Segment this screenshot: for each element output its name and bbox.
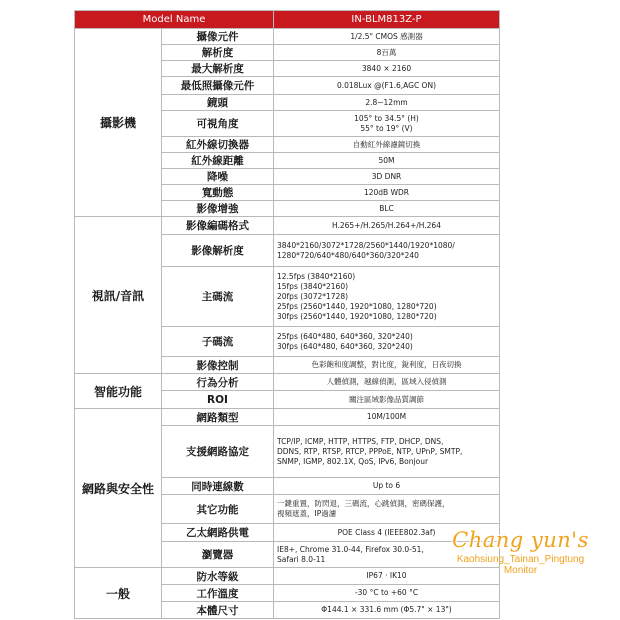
spec-item-label: 行為分析 [162,374,274,391]
spec-value-line: H.265+/H.265/H.264+/H.264 [332,220,441,230]
spec-value [274,169,500,185]
spec-item-label: ROI [162,391,274,409]
spec-item-label: 最大解析度 [162,61,274,77]
spec-item-label: 同時連線數 [162,478,274,495]
spec-value-line: Up to 6 [372,481,401,490]
spec-row [75,374,500,391]
spec-value-line: IE8+, Chrome 31.0-44, Firefox 30.0-51, [277,544,424,554]
spec-item-label: 支援網路協定 [162,426,274,478]
spec-item-label: 降噪 [162,169,274,185]
spec-value [274,568,500,585]
spec-item-label: 影像解析度 [162,235,274,267]
spec-value [274,357,500,374]
spec-value-line: SNMP, IGMP, 802.1X, QoS, IPv6, Bonjour [277,456,429,466]
spec-value-line: 色彩飽和度調整，對比度，銳利度，日夜切換 [311,360,462,369]
model-name-value: IN-BLM813Z-P [274,11,500,29]
spec-item-label: 本體尺寸 [162,602,274,619]
spec-value [274,409,500,426]
spec-item-label: 解析度 [162,45,274,61]
spec-value-line: -30 °C to +60 °C [354,588,419,597]
spec-value-line: 視頻遮蓋，IP過濾 [277,509,337,518]
spec-value-line: 自動紅外線濾鏡切換 [352,139,421,149]
spec-item-label: 影像控制 [162,357,274,374]
spec-body [75,29,500,619]
spec-value-line: Safari 8.0-11 [277,554,326,564]
spec-value-line: 8百萬 [376,47,397,57]
spec-item-label: 影像增強 [162,201,274,217]
spec-row [75,29,500,45]
spec-value [274,327,500,357]
watermark-subtitle-line2: Monitor [503,565,538,576]
spec-item-label: 紅外線距離 [162,153,274,169]
spec-value-line: 15fps (3840*2160) [277,281,349,291]
category-label: 一般 [75,568,162,619]
spec-value-line: 1280*720/640*480/640*360/320*240 [277,250,419,260]
spec-value-line: 50M [378,155,395,165]
spec-value [274,267,500,327]
spec-value-line: 25fps (2560*1440, 1920*1080, 1280*720) [277,301,437,311]
spec-value-line: Φ144.1 × 331.6 mm (Φ5.7" × 13") [321,605,452,614]
spec-row [75,217,500,235]
spec-value [274,391,500,409]
spec-item-label: 其它功能 [162,495,274,524]
spec-value-line: TCP/IP, ICMP, HTTP, HTTPS, FTP, DHCP, DNS, [277,436,444,446]
spec-table [74,10,500,619]
spec-item-label: 影像編碼格式 [162,217,274,235]
spec-value-line: 3840*2160/3072*1728/2560*1440/1920*1080/ [277,240,455,250]
spec-value-line: 55° to 19° (V) [360,123,413,133]
category-label: 攝影機 [75,29,162,217]
spec-value [274,185,500,201]
spec-row [75,568,500,585]
spec-value-line: 2.8~12mm [365,97,408,107]
spec-value [274,95,500,111]
spec-value [274,585,500,602]
spec-item-label: 寬動態 [162,185,274,201]
spec-item-label: 子碼流 [162,327,274,357]
spec-value-line: 10M/100M [366,412,407,421]
spec-value-line: POE Class 4 (IEEE802.3af) [337,527,436,537]
spec-value [274,61,500,77]
spec-value [274,137,500,153]
spec-value-line: 30fps (2560*1440, 1920*1080, 1280*720) [277,311,437,321]
spec-value [274,602,500,619]
spec-value [274,542,500,568]
spec-value [274,495,500,524]
spec-value [274,524,500,542]
spec-value [274,201,500,217]
spec-value-line: 12.5fps (3840*2160) [277,271,356,281]
spec-value-line: 關注區域影像品質調節 [349,394,424,404]
spec-value-line: 一鍵重置，防閃退，三碼流，心跳偵測，密碼保護， [277,499,450,508]
spec-item-label: 主碼流 [162,267,274,327]
spec-value-line: 3840 × 2160 [361,63,412,73]
spec-value-line: 人體偵測，越線偵測，區域入侵偵測 [326,377,447,386]
spec-value [274,111,500,137]
spec-value-line: BLC [379,203,394,213]
spec-value-line: IP67 · IK10 [366,571,407,580]
spec-value-line: 30fps (640*480, 640*360, 320*240) [277,341,413,351]
spec-item-label: 鏡頭 [162,95,274,111]
spec-item-label: 攝像元件 [162,29,274,45]
category-label: 網路與安全性 [75,409,162,568]
spec-value [274,217,500,235]
spec-value [274,374,500,391]
spec-value-line: 105° to 34.5° (H) [354,113,419,123]
spec-item-label: 防水等級 [162,568,274,585]
spec-value-line: 20fps (3072*1728) [277,291,349,301]
spec-value-line: DDNS, RTP, RTSP, RTCP, PPPoE, NTP, UPnP, SMTP, [277,446,463,456]
model-name-label: Model Name [75,11,274,29]
spec-value-line: 0.018Lux @(F1.6,AGC ON) [336,80,437,90]
spec-row [75,409,500,426]
spec-value-line: 3D DNR [371,171,402,181]
spec-value [274,29,500,45]
spec-value-line: 1/2.5" CMOS 感測器 [350,31,423,41]
watermark-title: Chang yun's [452,528,589,552]
spec-item-label: 乙太網路供電 [162,524,274,542]
spec-item-label: 紅外線切換器 [162,137,274,153]
spec-value [274,478,500,495]
spec-value-line: 25fps (640*480, 640*360, 320*240) [277,331,413,341]
spec-item-label: 網路類型 [162,409,274,426]
spec-item-label: 最低照攝像元件 [162,77,274,95]
spec-value [274,235,500,267]
header-row [75,11,500,29]
category-label: 智能功能 [75,374,162,409]
spec-value [274,153,500,169]
category-label: 視訊/音訊 [75,217,162,374]
spec-item-label: 瀏覽器 [162,542,274,568]
spec-item-label: 工作溫度 [162,585,274,602]
spec-value-line: 120dB WDR [363,187,409,197]
spec-item-label: 可視角度 [162,111,274,137]
spec-value [274,45,500,61]
watermark-subtitle-line1: Kaohsiung_Tainan_Pingtung [456,554,585,565]
spec-value [274,77,500,95]
spec-value [274,426,500,478]
